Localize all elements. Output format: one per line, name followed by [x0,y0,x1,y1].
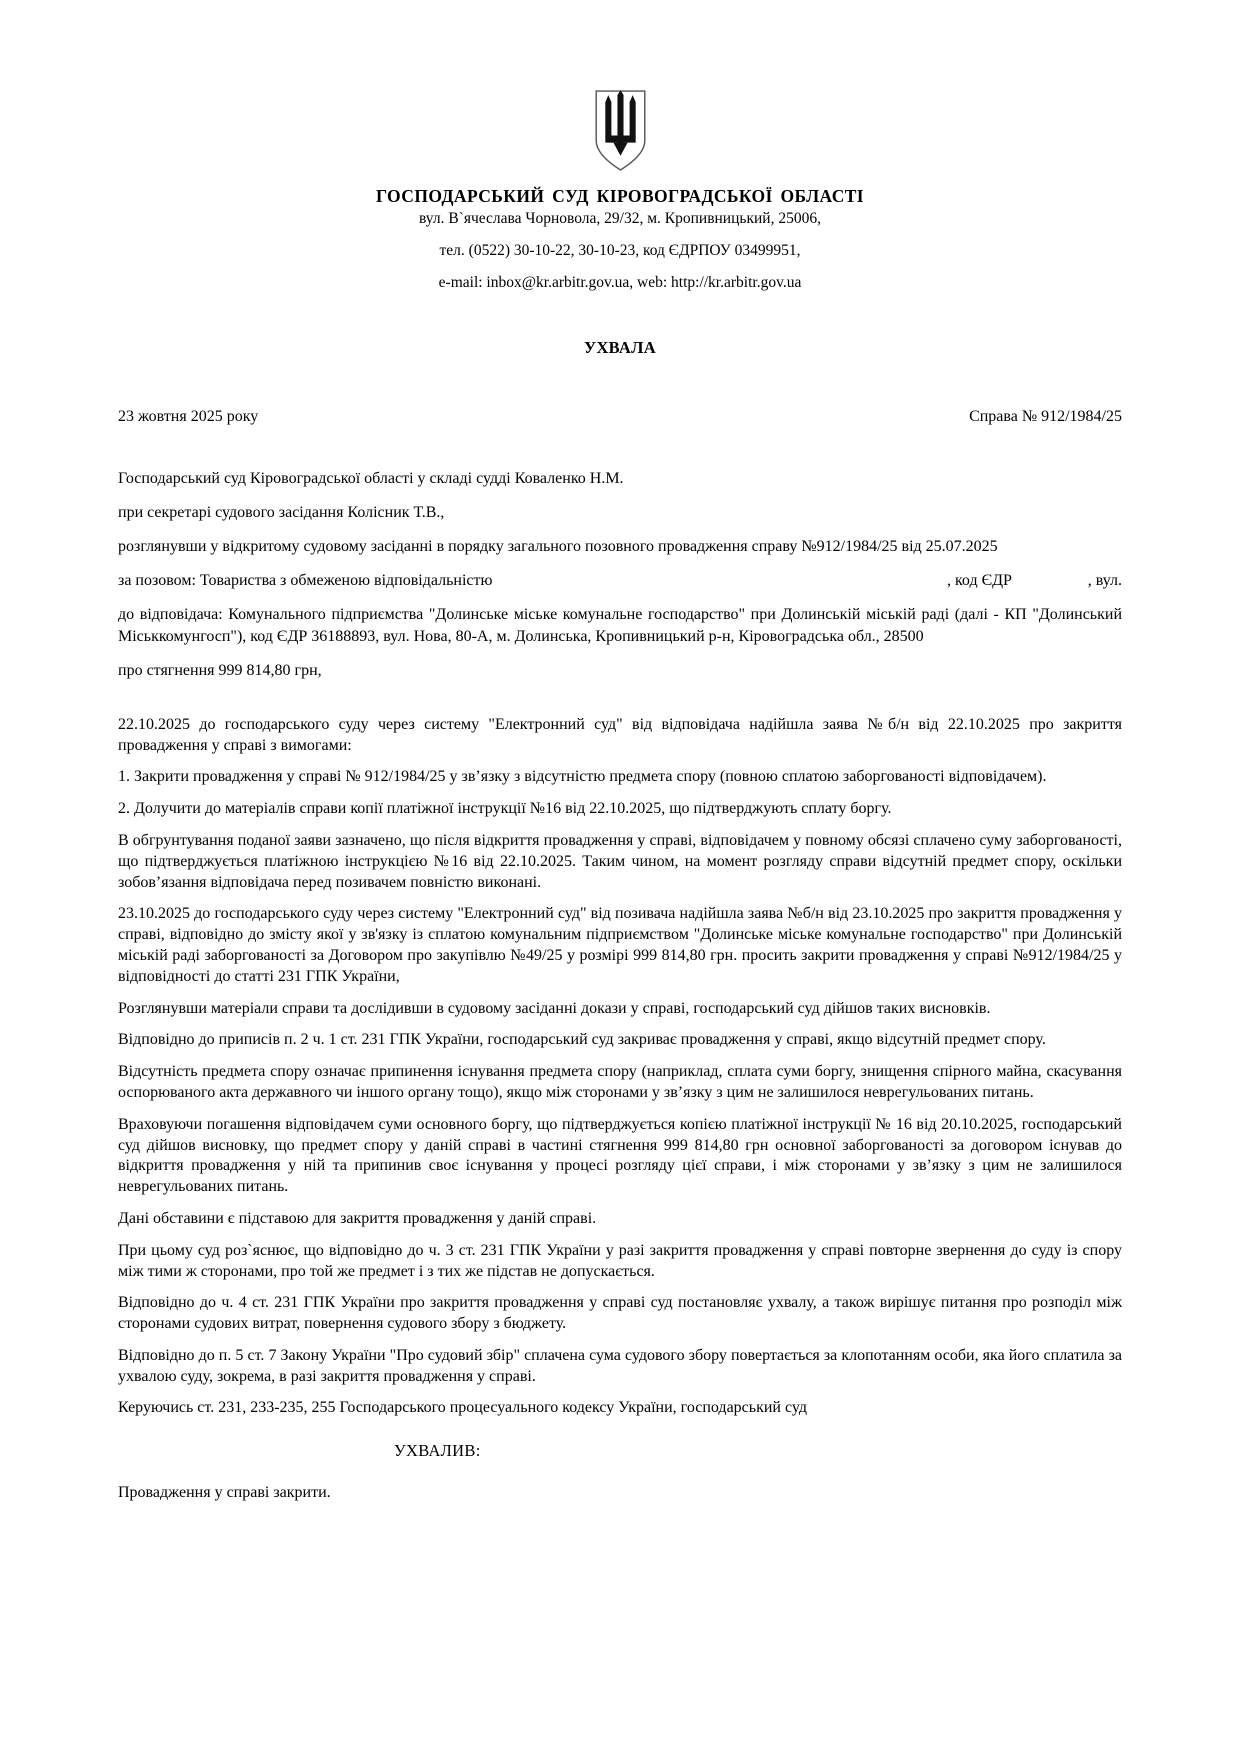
body-paragraph: Керуючись ст. 231, 233-235, 255 Господарського процесуального кодексу України, господарський суд [118,1399,807,1417]
trident-icon [592,88,649,178]
body-paragraph: Відповідно до приписів п. 2 ч. 1 ст. 231 ГПК України, господарський суд закриває провадження у справі, якщо відсутній предмет спору. [118,1031,1046,1049]
body-paragraph: 1. Закрити провадження у справі № 912/1984/25 у зв’язку з відсутністю предмета спору (повною сплатою заборгованості відповідачем). [118,768,1047,786]
body-paragraph: 23.10.2025 до господарського суду через систему "Електронний суд" від позивача надійшла заява №б/н від 23.10.2025 про закриття провадження у справі, відповідно до змісту якої у зв'язку із сплатою комунальним підприємством "Долинське міське комунальне господарство" при Долинській міській раді заборгованості за Договором про закупівлю №49/25 у розмірі 999 814,80 грн. просить закрити провадження у справі №912/1984/25 у відповідності до статті 231 ГПК України, [118,905,1122,985]
court-address: вул. В`ячеслава Чорновола, 29/32, м. Кропивницький, 25006, [419,210,821,227]
body-paragraph: 22.10.2025 до господарського суду через систему "Електронний суд" від відповідача надійшла заява №б/н від 22.10.2025 про закриття провадження у справі з вимогами: [118,715,1122,754]
plaintiff-line [118,570,1122,591]
claim-subject: про стягнення 999 814,80 грн, [118,661,322,679]
coat-of-arms-emblem [118,88,1122,178]
plaintiff-street-label: , вул. [1087,572,1122,590]
document-title: УХВАЛА [584,338,656,357]
body-paragraph: Відсутність предмета спору означає припинення існування предмета спору (наприклад, сплата суми боргу, знищення спірного майна, скасування оспорюваного акта державного чи іншого органу тощо), якщо між сторонами у зв’язку з цим не залишилося неврегульованих питань. [118,1063,1122,1101]
meta-row [118,408,1122,426]
resolution-text: Провадження у справі закрити. [118,1484,331,1502]
court-contacts-line: e-mail: inbox@kr.arbitr.gov.ua, web: http://kr.arbitr.gov.ua [438,274,802,291]
body-paragraph: Відповідно до п. 5 ст. 7 Закону України "Про судовий збір" сплачена сума судового збору повертається за клопотанням особи, яка його сплатила за ухвалою суду, зокрема, в разі закриття провадження у справі. [118,1346,1122,1385]
resolution-section [118,1441,1122,1504]
defendant-line: до відповідача: Комунального підприємства "Долинське міське комунальне господарство" при Долинській міській раді (далі - КП "Долинський Міськкомунгосп"), код ЄДР 36188893, вул. Нова, 80-А, м. Долинська, Кропивницький р-н, Кіровоградська обл., 28500 [118,606,1122,645]
intro-section [118,468,1122,681]
resolution-heading: УХВАЛИВ: [394,1441,481,1461]
court-phone-line: тел. (0522) 30-10-22, 30-10-23, код ЄДРПОУ 03499951, [439,242,801,259]
case-number: Справа № 912/1984/25 [969,408,1122,425]
body-paragraph: Відповідно до ч. 4 ст. 231 ГПК України про закриття провадження у справі суд постановляє ухвалу, а також вирішує питання про розподіл між сторонами судових витрат, повернення судового збору з бюджету. [118,1294,1122,1333]
body-paragraph: При цьому суд роз`яснює, що відповідно до ч. 3 ст. 231 ГПК України у разі закриття провадження у справі повторне звернення до суду із спору між тими ж сторонами, про той же предмет і з тих же підстав не допускається. [118,1241,1122,1280]
court-letterhead [118,88,1122,292]
plaintiff-prefix: за позовом: Товариства з обмеженою відповідальністю [118,572,493,590]
secretary-line: при секретарі судового засідання Колісник Т.В., [118,504,445,522]
body-paragraph: Враховуючи погашення відповідачем суми основного боргу, що підтверджується копією платіжної інструкції № 16 від 20.10.2025, господарський суд дійшов висновку, що предмет спору у даній справі в частині стягнення 999 814,80 грн основної заборгованості за договором існував до відкриття провадження у ній та припинив своє існування у процесі розгляду цієї справи, і між сторонами у зв’язку з цим не залишилося неврегульованих питань. [118,1115,1122,1196]
court-composition: Господарський суд Кіровоградської області у складі судді Коваленко Н.М. [118,470,624,487]
body-paragraph: В обгрунтування поданої заяви зазначено, що після відкриття провадження у справі, відповідачем у повному обсязі сплачено суму заборгованості, що підтверджується платіжною інструкцією №16 від 22.10.2025. Таким чином, на момент розгляду справи відсутній предмет спору, оскільки зобов’язання відповідача перед позивачем повністю виконані. [118,831,1122,891]
plaintiff-code-label: , код ЄДР [946,572,1012,590]
hearing-line: розглянувши у відкритому судовому засіданні в порядку загального позовного провадження справу №912/1984/25 від 25.07.2025 [118,538,998,556]
document-date: 23 жовтня 2025 року [118,408,259,425]
body-paragraph: 2. Долучити до матеріалів справи копії платіжної інструкції №16 від 22.10.2025, що підтверджують сплату боргу. [118,800,892,818]
body-paragraph: Розглянувши матеріали справи та дослідивши в судовому засіданні докази у справі, господарський суд дійшов таких висновків. [118,999,991,1017]
court-name: ГОСПОДАРСЬКИЙ СУД КІРОВОГРАДСЬКОЇ ОБЛАСТІ [375,186,865,206]
body-paragraph: Дані обставини є підставою для закриття провадження у даній справі. [118,1209,597,1227]
body-section [118,715,1122,1420]
